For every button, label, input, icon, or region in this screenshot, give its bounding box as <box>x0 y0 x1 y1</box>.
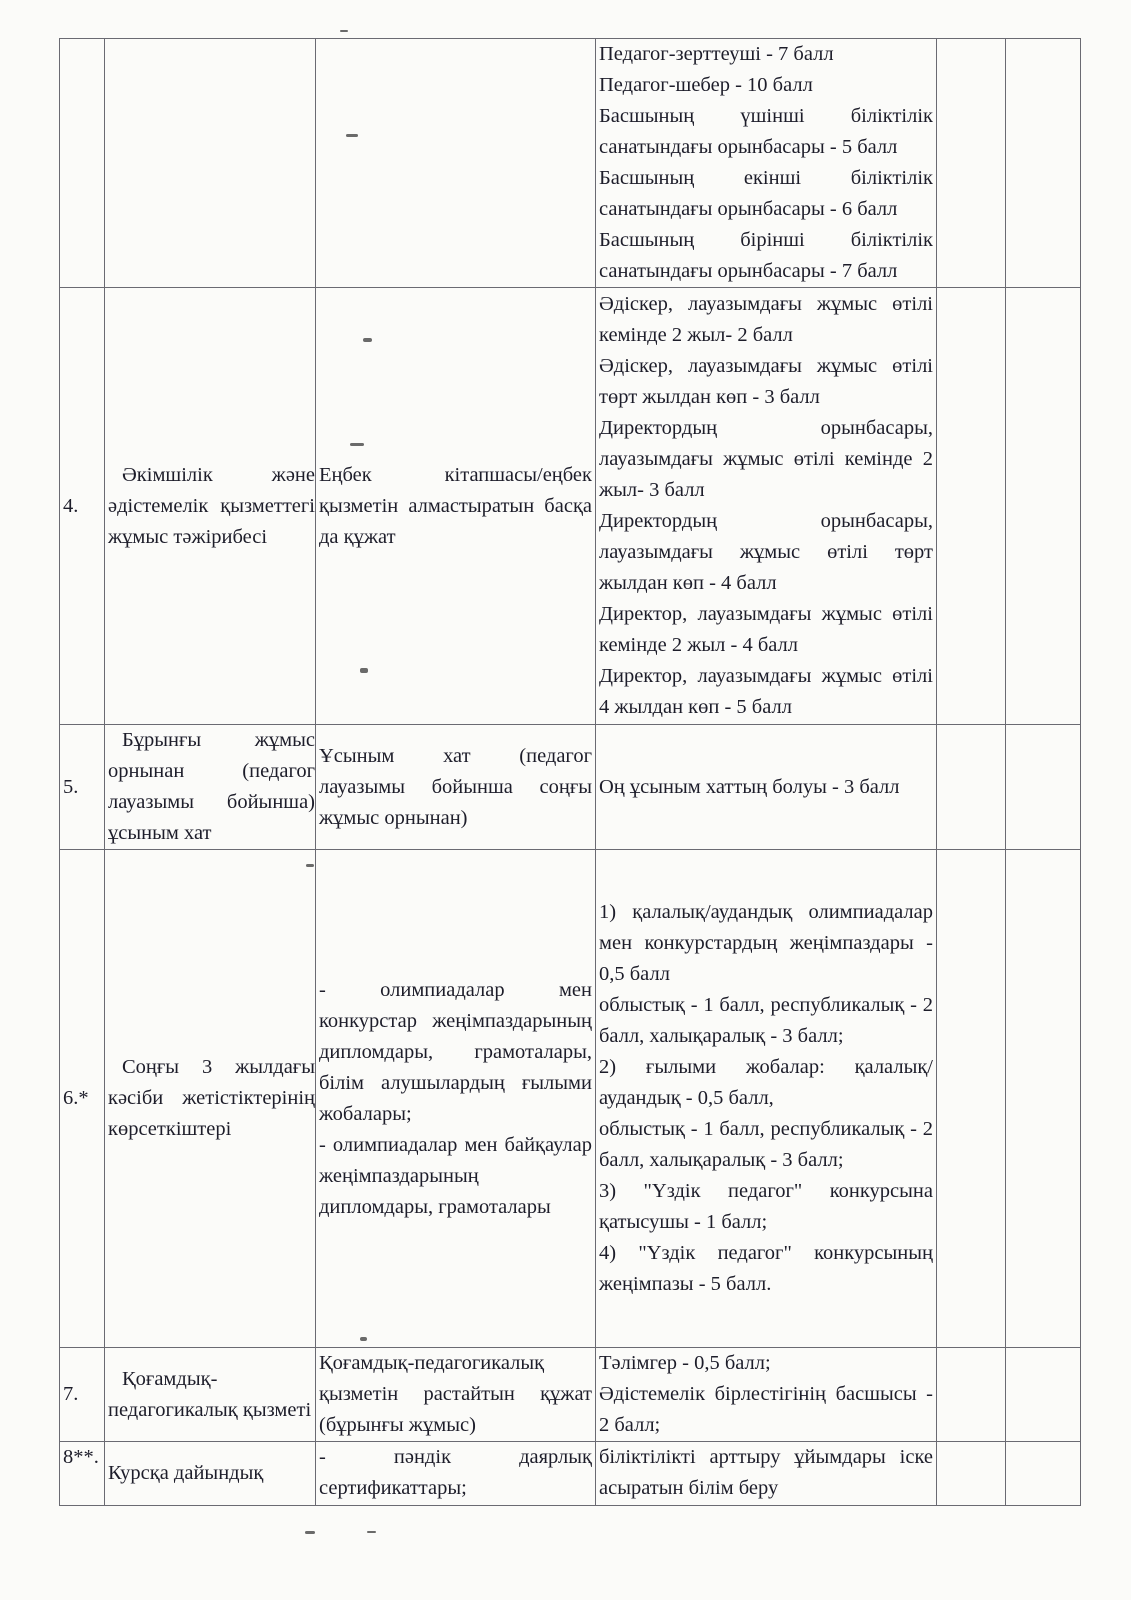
row-number: 6.* <box>60 850 105 1348</box>
document-text: Ұсыным хат (педагог лауазымы бойынша соңғы жұмыс орнынан) <box>319 744 592 829</box>
score-line: Әдіскер, лауазымдағы жұмыс өтілі төрт жылдан көп - 3 балл <box>599 355 933 408</box>
criterion-text: Қоғамдық-педагогикалық қызметі <box>108 1367 312 1421</box>
row-number: 8**. <box>60 1442 105 1506</box>
row-number: 7. <box>60 1348 105 1442</box>
criterion-cell <box>105 288 316 725</box>
document-cell <box>316 850 596 1348</box>
score-line: 1) қалалық/аудандық олимпиадалар мен конкурстардың жеңімпаздары - 0,5 балл <box>599 901 933 985</box>
score-line: Басшының үшінші біліктілік санатындағы орынбасары - 5 балл <box>599 105 933 158</box>
empty-cell <box>937 1442 1006 1506</box>
scan-speck <box>360 668 368 673</box>
score-line: Әдіскер, лауазымдағы жұмыс өтілі кемінде 2 жыл- 2 балл <box>599 293 933 346</box>
criterion-cell <box>105 39 316 288</box>
score-line: Директор, лауазымдағы жұмыс өтілі 4 жылдан көп - 5 балл <box>599 665 933 718</box>
document-cell <box>316 39 596 288</box>
score-cell <box>596 850 937 1348</box>
scan-speck <box>350 443 364 446</box>
document-cell <box>316 1442 596 1506</box>
scan-speck <box>363 338 372 342</box>
score-cell <box>596 39 937 288</box>
scan-speck <box>360 1337 367 1341</box>
empty-cell <box>937 39 1006 288</box>
score-line: Директор, лауазымдағы жұмыс өтілі кемінде 2 жыл - 4 балл <box>599 603 933 656</box>
empty-cell <box>1006 1442 1081 1506</box>
table-row <box>60 725 1081 850</box>
empty-cell <box>937 288 1006 725</box>
score-cell <box>596 725 937 850</box>
document-cell <box>316 1348 596 1442</box>
score-line: облыстық - 1 балл, республикалық - 2 балл, халықаралық - 3 балл; <box>599 1118 933 1171</box>
score-line: облыстық - 1 балл, республикалық - 2 балл, халықаралық - 3 балл; <box>599 994 933 1047</box>
scan-speck <box>305 1531 315 1534</box>
empty-cell <box>1006 39 1081 288</box>
table-row <box>60 288 1081 725</box>
criterion-text: Бұрынғы жұмыс орнынан (педагог лауазымы бойынша) ұсыным хат <box>108 729 315 844</box>
criteria-table <box>59 38 1081 1506</box>
criterion-text: Әкімшілік және әдістемелік қызметтегі жұмыс тәжірибесі <box>108 463 315 548</box>
row-number: 4. <box>60 288 105 725</box>
row-number: 5. <box>60 725 105 850</box>
table-row <box>60 1442 1081 1506</box>
criterion-cell <box>105 725 316 850</box>
document-text: Қоғамдық-педагогикалық қызметін растайтын құжат (бұрынғы жұмыс) <box>319 1352 592 1436</box>
criterion-text: Соңғы 3 жылдағы кәсіби жетістіктерінің көрсеткіштері <box>108 1056 315 1140</box>
empty-cell <box>1006 850 1081 1348</box>
score-line: біліктілікті арттыру ұйымдары іске асыратын білім беру <box>599 1446 933 1499</box>
document-item: - олимпиадалар мен конкурстар жеңімпаздарының дипломдары, грамоталары, білім алушылардың ғылыми жобалары; <box>319 978 592 1125</box>
scan-speck <box>346 134 358 137</box>
empty-cell <box>937 1348 1006 1442</box>
score-cell <box>596 288 937 725</box>
row-number <box>60 39 105 288</box>
score-line: Оң ұсыным хаттың болуы - 3 балл <box>599 775 900 798</box>
document-cell <box>316 288 596 725</box>
score-line: Әдістемелік бірлестігінің басшысы - 2 балл; <box>599 1383 933 1436</box>
score-line: 4) "Үздік педагог" конкурсының жеңімпазы - 5 балл. <box>599 1242 933 1295</box>
table-row <box>60 1348 1081 1442</box>
score-line: Тәлімгер - 0,5 балл; <box>599 1352 771 1374</box>
criterion-cell <box>105 1348 316 1442</box>
scan-speck <box>367 1531 376 1533</box>
criterion-cell <box>105 850 316 1348</box>
score-line: 2) ғылыми жобалар: қалалық/аудандық - 0,5 балл, <box>599 1056 933 1109</box>
scan-speck <box>306 864 314 867</box>
score-line: Басшының бірінші біліктілік санатындағы орынбасары - 7 балл <box>599 229 933 282</box>
criterion-text: Курсқа дайындық <box>108 1462 264 1484</box>
score-line: 3) "Үздік педагог" конкурсына қатысушы - 1 балл; <box>599 1180 933 1233</box>
document-text: Еңбек кітапшасы/еңбек қызметін алмастыратын басқа да құжат <box>319 463 592 548</box>
empty-cell <box>1006 288 1081 725</box>
empty-cell <box>1006 725 1081 850</box>
empty-cell <box>1006 1348 1081 1442</box>
document-text: - пәндік даярлық сертификаттары; <box>319 1446 592 1499</box>
empty-cell <box>937 850 1006 1348</box>
score-cell <box>596 1348 937 1442</box>
score-line: Педагог-шебер - 10 балл <box>599 74 813 96</box>
empty-cell <box>937 725 1006 850</box>
table-row <box>60 850 1081 1348</box>
document-cell <box>316 725 596 850</box>
document-item: - олимпиадалар мен байқаулар жеңімпаздарының дипломдары, грамоталары <box>319 1133 592 1218</box>
scan-speck <box>340 30 348 32</box>
score-line: Директордың орынбасары, лауазымдағы жұмыс өтілі төрт жылдан көп - 4 балл <box>599 510 933 594</box>
criterion-cell <box>105 1442 316 1506</box>
table-row <box>60 39 1081 288</box>
score-cell <box>596 1442 937 1506</box>
score-line: Педагог-зерттеуші - 7 балл <box>599 43 834 65</box>
score-line: Директордың орынбасары, лауазымдағы жұмыс өтілі кемінде 2 жыл- 3 балл <box>599 417 933 501</box>
score-line: Басшының екінші біліктілік санатындағы орынбасары - 6 балл <box>599 167 933 220</box>
